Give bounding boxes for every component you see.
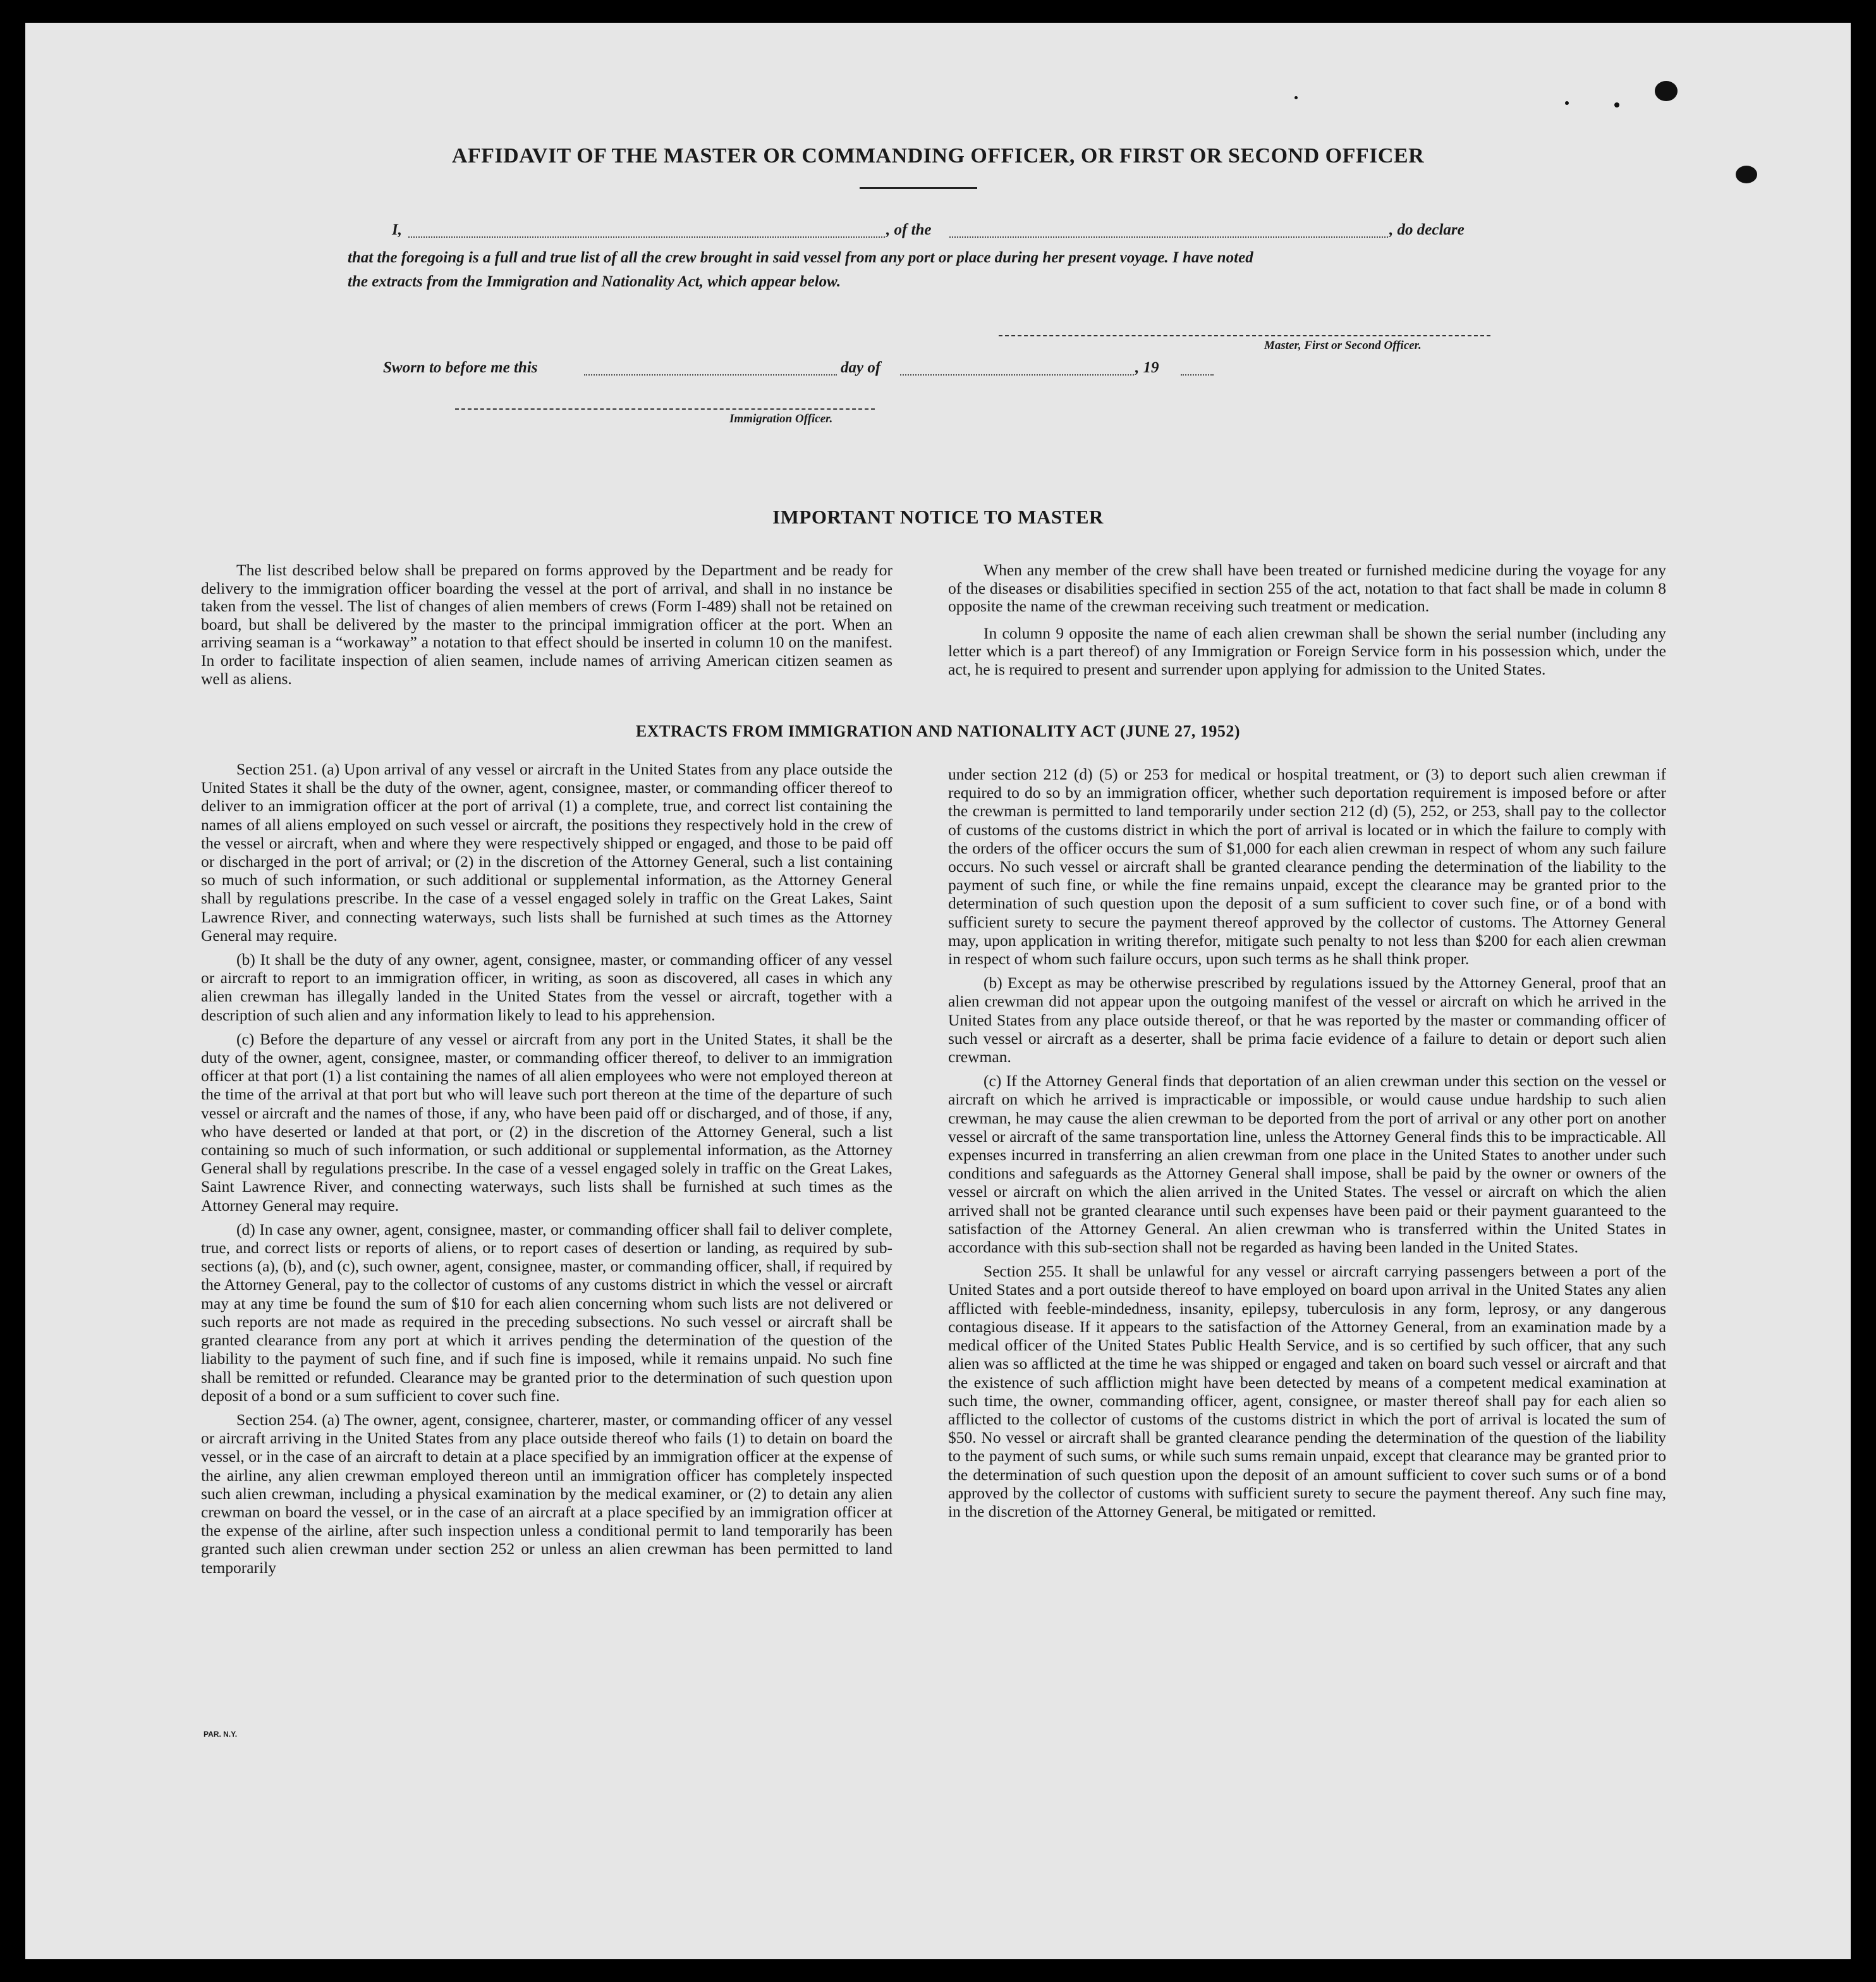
section-254-b: (b) Except as may be otherwise prescribed by regulations issued by the Attorney General, proof that an alien crewman did not appear upon the outgoing manifest of the vessel or aircraft on which he arrived in the United States from any place outside thereof, or that he was reported by the master or commanding officer of such vessel or aircraft as a deserter, shall be prima facie evidence of a failure to detain or deport such alien crewman. bbox=[948, 974, 1666, 1067]
master-signature-caption: Master, First or Second Officer. bbox=[1264, 339, 1422, 352]
section-251-b: (b) It shall be the duty of any owner, agent, consignee, master, or commanding officer of any vessel or aircraft to report to an immigration officer, in writing, as soon as discovered, all cases in which any alien crewman has illegally landed in the United States from the vessel or aircraft, together with a description of such alien and any information likely to lead to his apprehension. bbox=[201, 950, 892, 1024]
section-255: Section 255. It shall be unlawful for any vessel or aircraft carrying passengers between a port of the United States and a port outside thereof to have employed on board upon arrival in the United States any alien afflicted with feeble-mindedness, insanity, epilepsy, tuberculosis in any form, leprosy, or any dangerous contagious disease. If it appears to the satisfaction of the Attorney General, from an examination made by a medical officer of the United States Public Health Service, and is so certified by such officer, that any such alien was so afflicted at the time he was shipped or engaged and taken on board such vessel or aircraft and that the existence of such affliction might have been detected by means of a competent medical examination at such time, the owner, commanding officer, agent, consignee, or master thereof shall pay for each alien so afflicted to the collector of customs of the customs district in which the port of arrival is located the sum of $50. No vessel or aircraft shall be granted clearance pending the determination of the question of the liability to the payment of such sums, or while such sums remain unpaid, except that clearance may be granted prior to the determination of such question upon the deposit of an amount sufficient to cover such sums or of a bond approved by the collector of customs with sufficient surety to secure the payment thereof. Any such fine may, in the discretion of the Attorney General, be mitigated or remitted. bbox=[948, 1262, 1666, 1520]
section-251-a: Section 251. (a) Upon arrival of any vessel or aircraft in the United States from any place outside the United States it shall be the duty of the owner, agent, consignee, master, or commanding officer thereof to deliver to an immigration officer at the port of arrival (1) a complete, true, and correct list containing the names of all aliens employed on such vessel or aircraft, the positions they respectively hold in the crew of the vessel or aircraft, when and where they were respectively shipped or engaged, and those to be paid off or discharged in the port of arrival; or (2) in the discretion of the Attorney General, such a list containing so much of such information, or such additional or supplemental information, as the Attorney General shall by regulations prescribe. In the case of a vessel engaged solely in traffic on the Great Lakes, Saint Lawrence River, and connecting waterways, such lists shall be furnished at such times as the Attorney General may require. bbox=[201, 760, 892, 945]
officer-signature-caption: Immigration Officer. bbox=[729, 412, 833, 425]
scan-speck bbox=[1614, 102, 1619, 107]
notice-right-paragraph-2: In column 9 opposite the name of each alien crewman shall be shown the serial number (including any letter which is a part thereof) of any Immigration or Foreign Service form in his possession which, under the act, he is required to present and surrender upon applying for admission to the United States. bbox=[948, 623, 1666, 678]
officer-signature-line[interactable] bbox=[455, 408, 875, 410]
vessel-name-field[interactable] bbox=[949, 236, 1388, 238]
master-signature-line[interactable] bbox=[999, 335, 1490, 336]
notice-right-paragraph-1: When any member of the crew shall have been treated or furnished medicine during the voyage for any of the diseases or disabilities specified in section 255 of the act, notation to that fact shall be made in column 8 opposite the name of the crewman receiving such treatment or medication. bbox=[948, 561, 1666, 616]
document-page bbox=[25, 23, 1851, 1959]
scan-speck bbox=[1655, 81, 1678, 101]
section-254-a: Section 254. (a) The owner, agent, consignee, charterer, master, or commanding officer of any vessel or aircraft arriving in the United States from any place outside thereof who fails (1) to detain on board the vessel, or in the case of an aircraft to detain at a place specified by an immigration officer at the expense of the airline, any alien crewman employed thereon until an immigration officer has completely inspected such alien crewman, including a physical examination by the medical examiner, or (2) to detain any alien crewman on board the vessel, or in the case of an aircraft at a place specified by an immigration officer at the expense of the airline, after such inspection unless a conditional permit to land temporarily has been granted such alien crewman under section 252 or unless an alien crewman has been permitted to land temporarily bbox=[201, 1410, 892, 1577]
sworn-label: Sworn to before me this bbox=[383, 359, 538, 376]
section-251-c: (c) Before the departure of any vessel or aircraft from any port in the United States, it shall be the duty of the owner, agent, consignee, master, or commanding officer thereof, to deliver to an immigration officer at that port (1) a list containing the names of all alien employees who were not employed thereon at the time of the arrival at that port but who will leave such port thereon at the time of the departure of such vessel or aircraft and the names of those, if any, who have been paid off or discharged, and of those, if any, who have deserted or landed at that port, or (2) in the discretion of the Attorney General, such a list containing so much of such information, or such additional or supplemental information, as the Attorney General shall by regulations prescribe. In the case of a vessel engaged solely in traffic on the Great Lakes, Saint Lawrence River, and connecting waterways, such lists shall be furnished at such times as the Attorney General may require. bbox=[201, 1029, 892, 1214]
section-254-a-continued: under section 212 (d) (5) or 253 for medical or hospital treatment, or (3) to deport such alien crewman if required to do so by an immigration officer, whether such deportation requirement is imposed before or after the crewman is permitted to land temporarily under section 212 (d) (5), 252, or 253, shall pay to the collector of customs of the customs district in which the port of arrival is located or in which the failure to comply with the orders of the officer occurs the sum of $1,000 for each alien crewman in respect of whom any such failure occurs. No such vessel or aircraft shall be granted clearance pending the determination of the liability to the payment of such fine, or while the fine remains unpaid, except the clearance may be granted prior to the determination of such question upon the deposit of a sum sufficient to cover such fine, or of a bond with sufficient surety to secure the payment thereof approved by the collector of customs. The Attorney General may, upon application in writing therefor, mitigate such penalty to not less than $200 for each alien crewman in respect of whom such failure occurs, upon such terms as he shall think proper. bbox=[948, 765, 1666, 969]
affidavit-title: AFFIDAVIT OF THE MASTER OR COMMANDING OFFICER, OR FIRST OR SECOND OFFICER bbox=[451, 144, 1425, 168]
declare-label: , do declare bbox=[1389, 221, 1465, 238]
year-label: , 19 bbox=[1135, 359, 1159, 376]
of-the-label: , of the bbox=[886, 221, 932, 238]
sworn-day-field[interactable] bbox=[584, 374, 837, 376]
declarant-prefix: I, bbox=[392, 221, 402, 238]
sworn-month-field[interactable] bbox=[900, 374, 1134, 376]
extracts-left-column bbox=[201, 760, 892, 1582]
sworn-year-field[interactable] bbox=[1181, 374, 1214, 376]
notice-right-column bbox=[948, 561, 1666, 688]
day-of-label: day of bbox=[841, 359, 881, 376]
extracts-right-column bbox=[948, 765, 1666, 1526]
title-rule bbox=[860, 187, 977, 189]
section-251-d: (d) In case any owner, agent, consignee, master, or commanding officer shall fail to deliver complete, true, and correct lists or reports of aliens, or to report cases of desertion or landing, as required by sub-sections (a), (b), and (c), such owner, agent, consignee, master, or commanding officer, shall, if required by the Attorney General, pay to the collector of customs of any customs district in which the vessel or aircraft may at any time be found the sum of $10 for each alien concerning whom such lists are not delivered or such reports are not made as required in the preceding subsections. No such vessel or aircraft shall be granted clearance from any port at which it arrives pending the determination of the question of the liability to the payment of such fine, and if such fine is imposed, while it remains unpaid. No such fine shall be remitted or refunded. Clearance may be granted prior to the determination of such question upon deposit of a bond or a sum sufficient to cover such fine. bbox=[201, 1220, 892, 1405]
scan-speck bbox=[1736, 166, 1757, 183]
declaration-line-2: that the foregoing is a full and true list of all the crew brought in said vessel from any port or place during her present voyage. I have noted bbox=[348, 249, 1253, 266]
notice-title: IMPORTANT NOTICE TO MASTER bbox=[772, 506, 1104, 528]
scan-speck bbox=[1565, 101, 1569, 105]
printer-mark: PAR. N.Y. bbox=[204, 1730, 238, 1739]
declaration-line-3: the extracts from the Immigration and Nationality Act, which appear below. bbox=[348, 273, 841, 290]
notice-left-paragraph: The list described below shall be prepared on forms approved by the Department and be ready for delivery to the immigration officer boarding the vessel at the port of arrival, and shall in no instance be taken from the vessel. The list of changes of alien members of crews (Form I-489) shall not be retained on board, but shall be delivered by the master to the principal immigration officer at the port. When an arriving seaman is a “workaway” a notation to that effect should be inserted in column 10 on the manifest. In order to facilitate inspection of alien seamen, include names of arriving American citizen seamen as well as aliens. bbox=[201, 561, 892, 688]
scan-speck bbox=[1294, 96, 1298, 99]
section-254-c: (c) If the Attorney General finds that deportation of an alien crewman under this section on the vessel or aircraft on which he arrived is impracticable or impossible, or would cause undue hardship to such alien crewman, he may cause the alien crewman to be deported from the port of arrival or any other port on another vessel or aircraft of the same transportation line, unless the Attorney General finds this to be impracticable. All expenses incurred in transferring an alien crewman from one place in the United States to another under such conditions and safeguards as the Attorney General shall impose, shall be paid by the owner or owners of the vessel or aircraft on which the alien arrived in the United States. The vessel or aircraft on which the alien arrived shall not be granted clearance until such expenses have been paid or their payment guaranteed to the satisfaction of the Attorney General. An alien crewman who is transferred within the United States in accordance with this sub-section shall not be regarded as having been landed in the United States. bbox=[948, 1072, 1666, 1257]
notice-left-column bbox=[201, 561, 892, 697]
extracts-title: EXTRACTS FROM IMMIGRATION AND NATIONALITY ACT (JUNE 27, 1952) bbox=[635, 722, 1241, 740]
declarant-name-field[interactable] bbox=[408, 236, 885, 238]
